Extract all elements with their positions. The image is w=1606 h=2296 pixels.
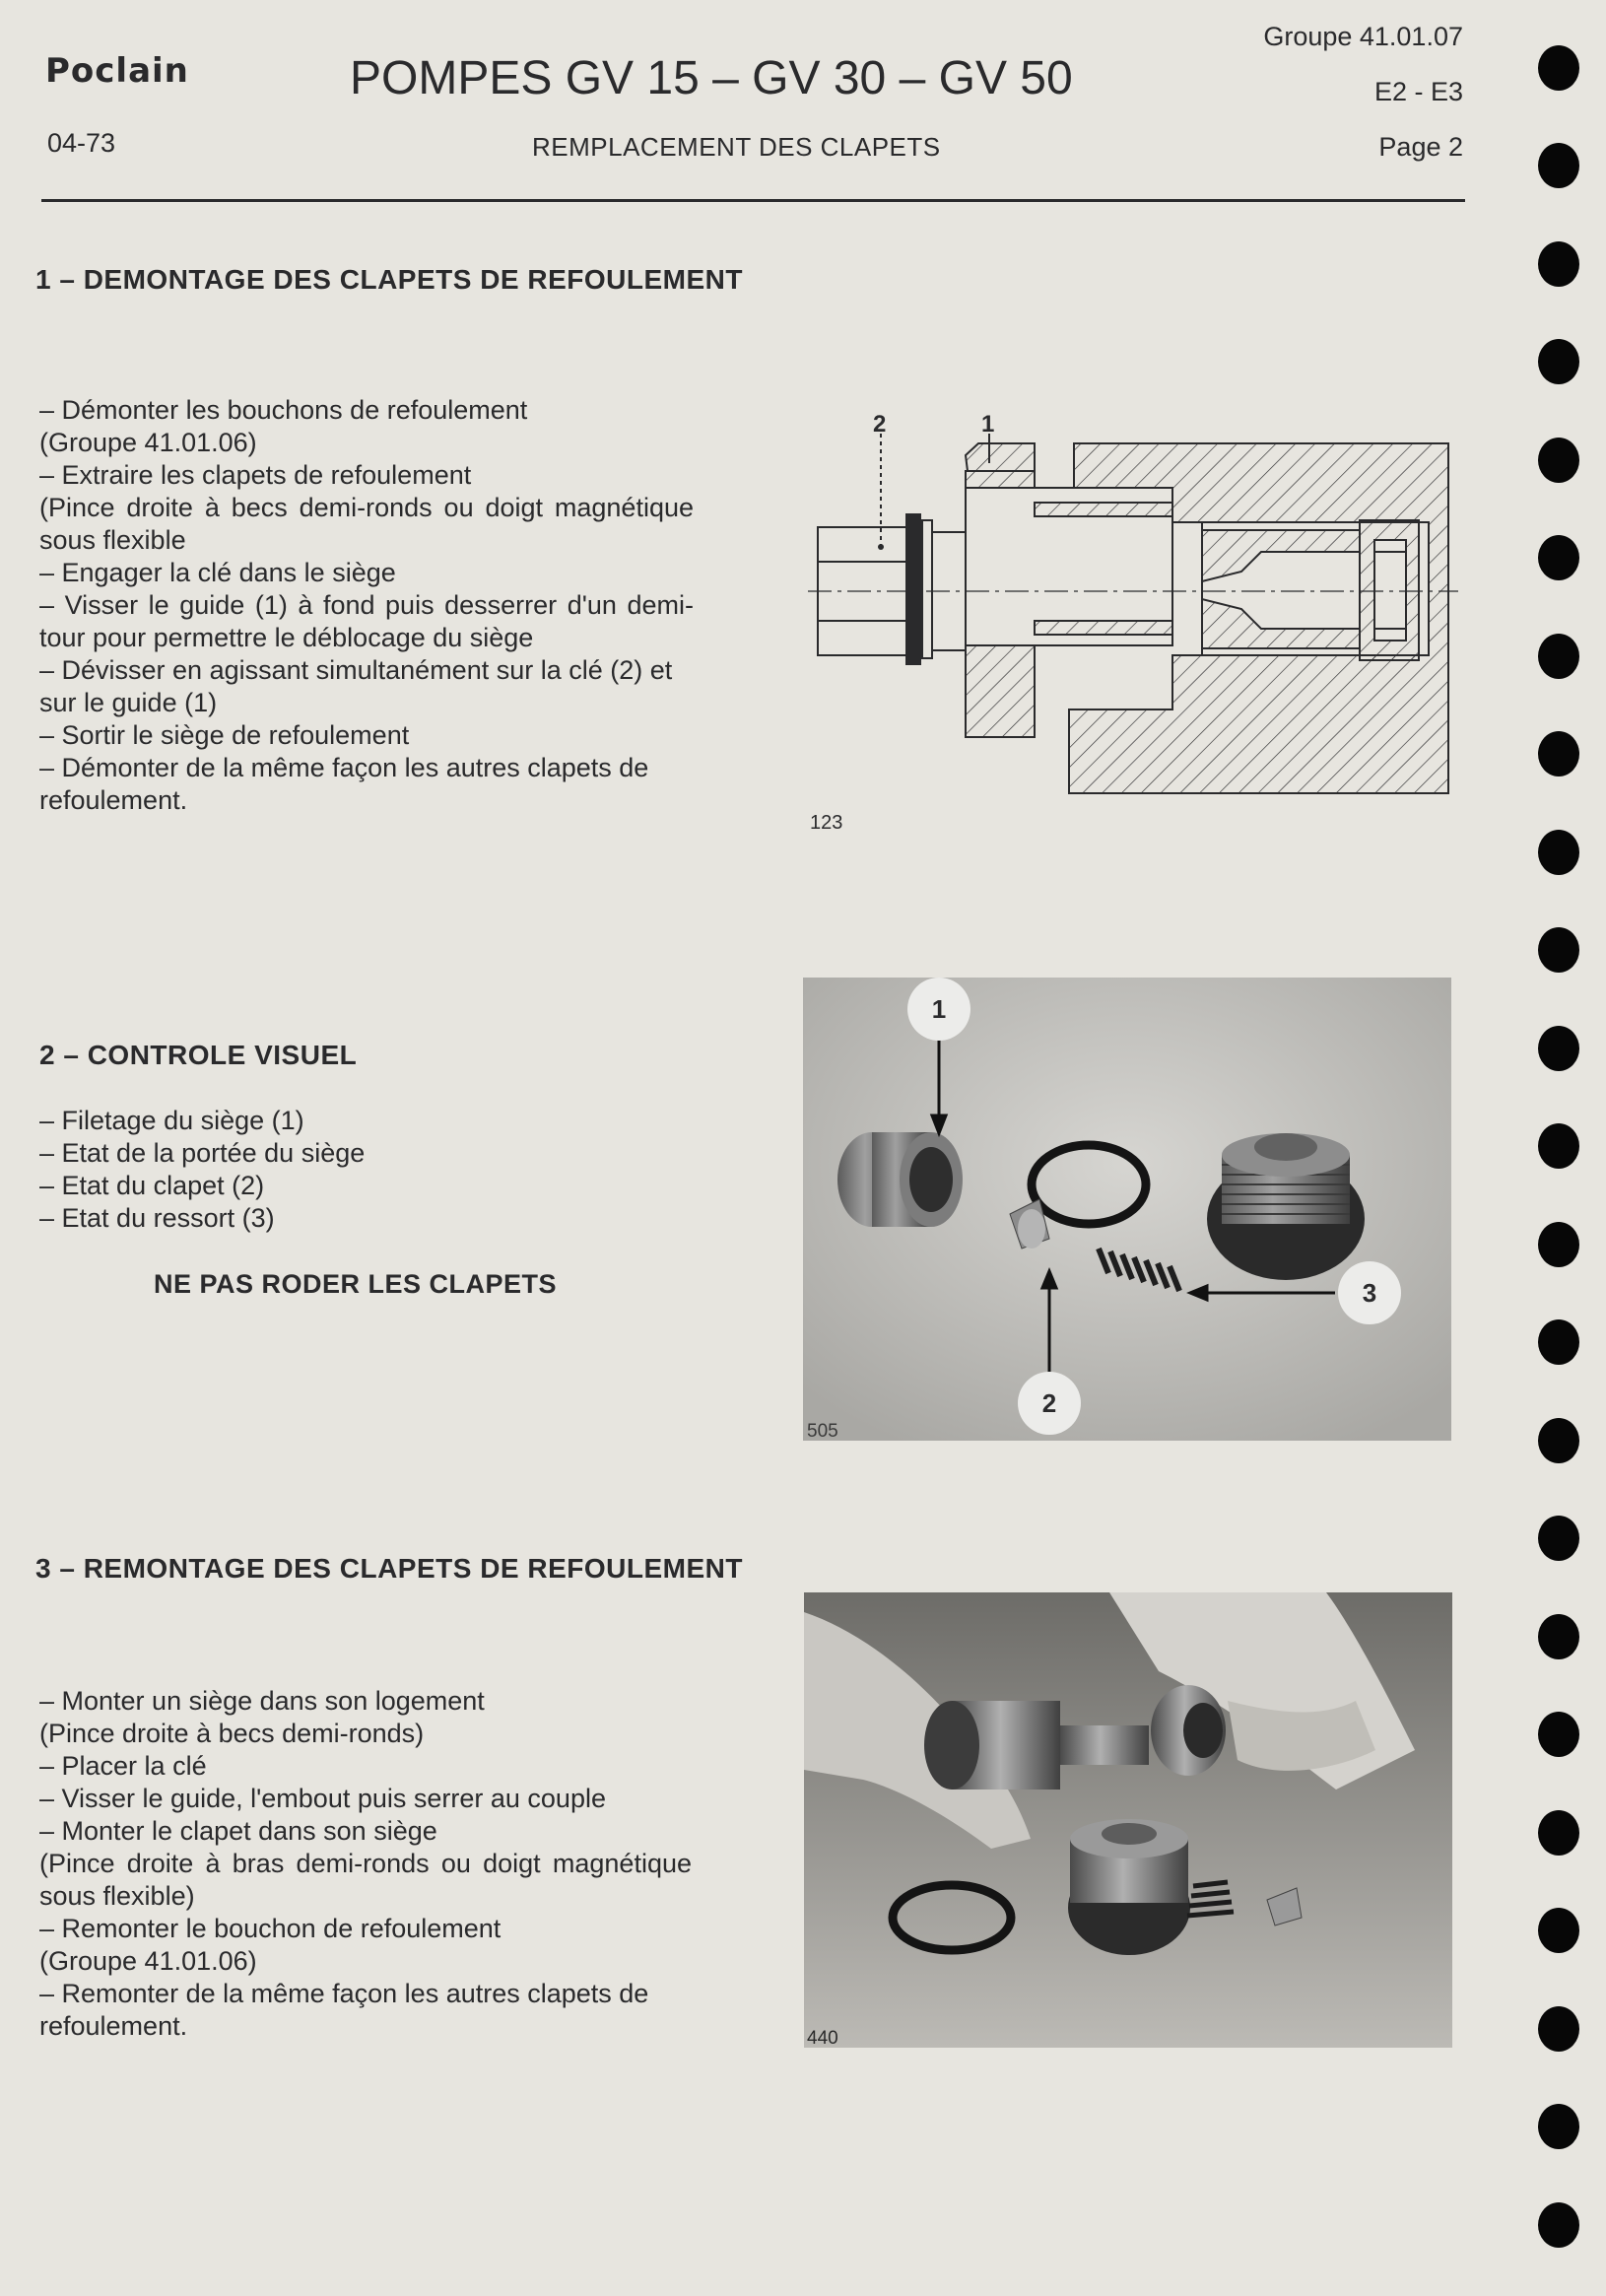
punch-hole (1538, 1614, 1579, 1659)
list-item: – Etat de la portée du siège (39, 1138, 366, 1168)
punch-hole (1538, 1516, 1579, 1561)
drawing-callout-1: 1 (981, 411, 995, 438)
list-item: (Pince droite à becs demi-ronds) (39, 1719, 425, 1748)
punch-hole (1538, 45, 1579, 91)
punch-hole (1538, 143, 1579, 188)
punch-hole (1538, 2104, 1579, 2149)
punch-hole (1538, 927, 1579, 973)
punch-hole (1538, 241, 1579, 287)
punch-hole (1538, 1026, 1579, 1071)
list-item: (Groupe 41.01.06) (39, 428, 257, 457)
list-item: (Pince droite à becs demi-ronds ou doigt magnétique sous flexible (39, 493, 694, 555)
valve-cross-section-drawing (808, 404, 1458, 798)
list-item: – Monter un siège dans son logement (39, 1686, 485, 1716)
punch-hole (1538, 1319, 1579, 1365)
list-item: – Sortir le siège de refoulement (39, 720, 410, 750)
punch-hole (1538, 634, 1579, 679)
punch-hole (1538, 1908, 1579, 1953)
figure-number: 123 (810, 812, 843, 834)
list-item: – Engager la clé dans le siège (39, 558, 396, 587)
section-1-heading: 1 – DEMONTAGE DES CLAPETS DE REFOULEMENT (35, 264, 743, 295)
section-2-checklist (39, 1105, 532, 1235)
reassembly-photo (804, 1592, 1452, 2048)
punch-hole (1538, 1123, 1579, 1169)
page-subtitle: REMPLACEMENT DES CLAPETS (532, 132, 941, 162)
list-item: (Pince droite à bras demi-ronds ou doigt magnétique sous flexible) (39, 1849, 692, 1911)
list-item: – Etat du ressort (3) (39, 1203, 275, 1233)
list-item: – Remonter le bouchon de refoulement (39, 1914, 502, 1943)
document-date: 04-73 (47, 128, 116, 158)
section-3-heading: 3 – REMONTAGE DES CLAPETS DE REFOULEMENT (35, 1553, 743, 1584)
list-item: – Remonter de la même façon les autres clapets de refoulement. (39, 1979, 649, 2041)
punch-hole (1538, 830, 1579, 875)
group-reference: Groupe 41.01.07 (1263, 22, 1463, 51)
list-item: – Etat du clapet (2) (39, 1171, 265, 1200)
brand-logo: Poclain (45, 51, 189, 91)
list-item: – Visser le guide (1) à fond puis desserrer d'un demi-tour pour permettre le déblocage du siège (39, 590, 694, 652)
drawing-callout-2: 2 (873, 411, 887, 438)
punch-hole (1538, 1712, 1579, 1757)
page-title: POMPES GV 15 – GV 30 – GV 50 (350, 52, 1073, 104)
warning-notice: NE PAS RODER LES CLAPETS (154, 1269, 558, 1299)
section-2-heading: 2 – CONTROLE VISUEL (39, 1040, 358, 1070)
list-item: – Visser le guide, l'embout puis serrer au couple (39, 1784, 606, 1813)
punch-hole (1538, 535, 1579, 580)
punch-hole (1538, 438, 1579, 483)
list-item: – Extraire les clapets de refoulement (39, 460, 472, 490)
valve-parts-photo (803, 978, 1451, 1441)
list-item: – Filetage du siège (1) (39, 1106, 304, 1135)
section-3-steps (39, 1685, 692, 2043)
header-divider (41, 199, 1465, 202)
photo-callout-3: 3 (1362, 1278, 1377, 1308)
edition-code: E2 - E3 (1373, 77, 1463, 106)
list-item: – Monter le clapet dans son siège (39, 1816, 437, 1846)
punch-hole (1538, 1810, 1579, 1856)
punch-hole (1538, 1222, 1579, 1267)
section-1-steps (39, 394, 694, 817)
punch-hole (1538, 731, 1579, 777)
list-item: – Placer la clé (39, 1751, 207, 1781)
punch-hole (1538, 1418, 1579, 1463)
photo-callout-1: 1 (931, 994, 947, 1024)
list-item: – Démonter les bouchons de refoulement (39, 395, 528, 425)
punch-hole (1538, 2006, 1579, 2052)
punch-hole (1538, 339, 1579, 384)
figure-number: 505 (807, 1421, 838, 1441)
list-item: (Groupe 41.01.06) (39, 1946, 257, 1976)
list-item: – Démonter de la même façon les autres clapets de refoulement. (39, 753, 649, 815)
page-number: Page 2 (1378, 132, 1463, 162)
list-item: – Dévisser en agissant simultanément sur la clé (2) et sur le guide (1) (39, 655, 673, 717)
photo-callout-2: 2 (1041, 1388, 1057, 1418)
figure-number: 440 (807, 2028, 838, 2048)
punch-hole (1538, 2202, 1579, 2248)
